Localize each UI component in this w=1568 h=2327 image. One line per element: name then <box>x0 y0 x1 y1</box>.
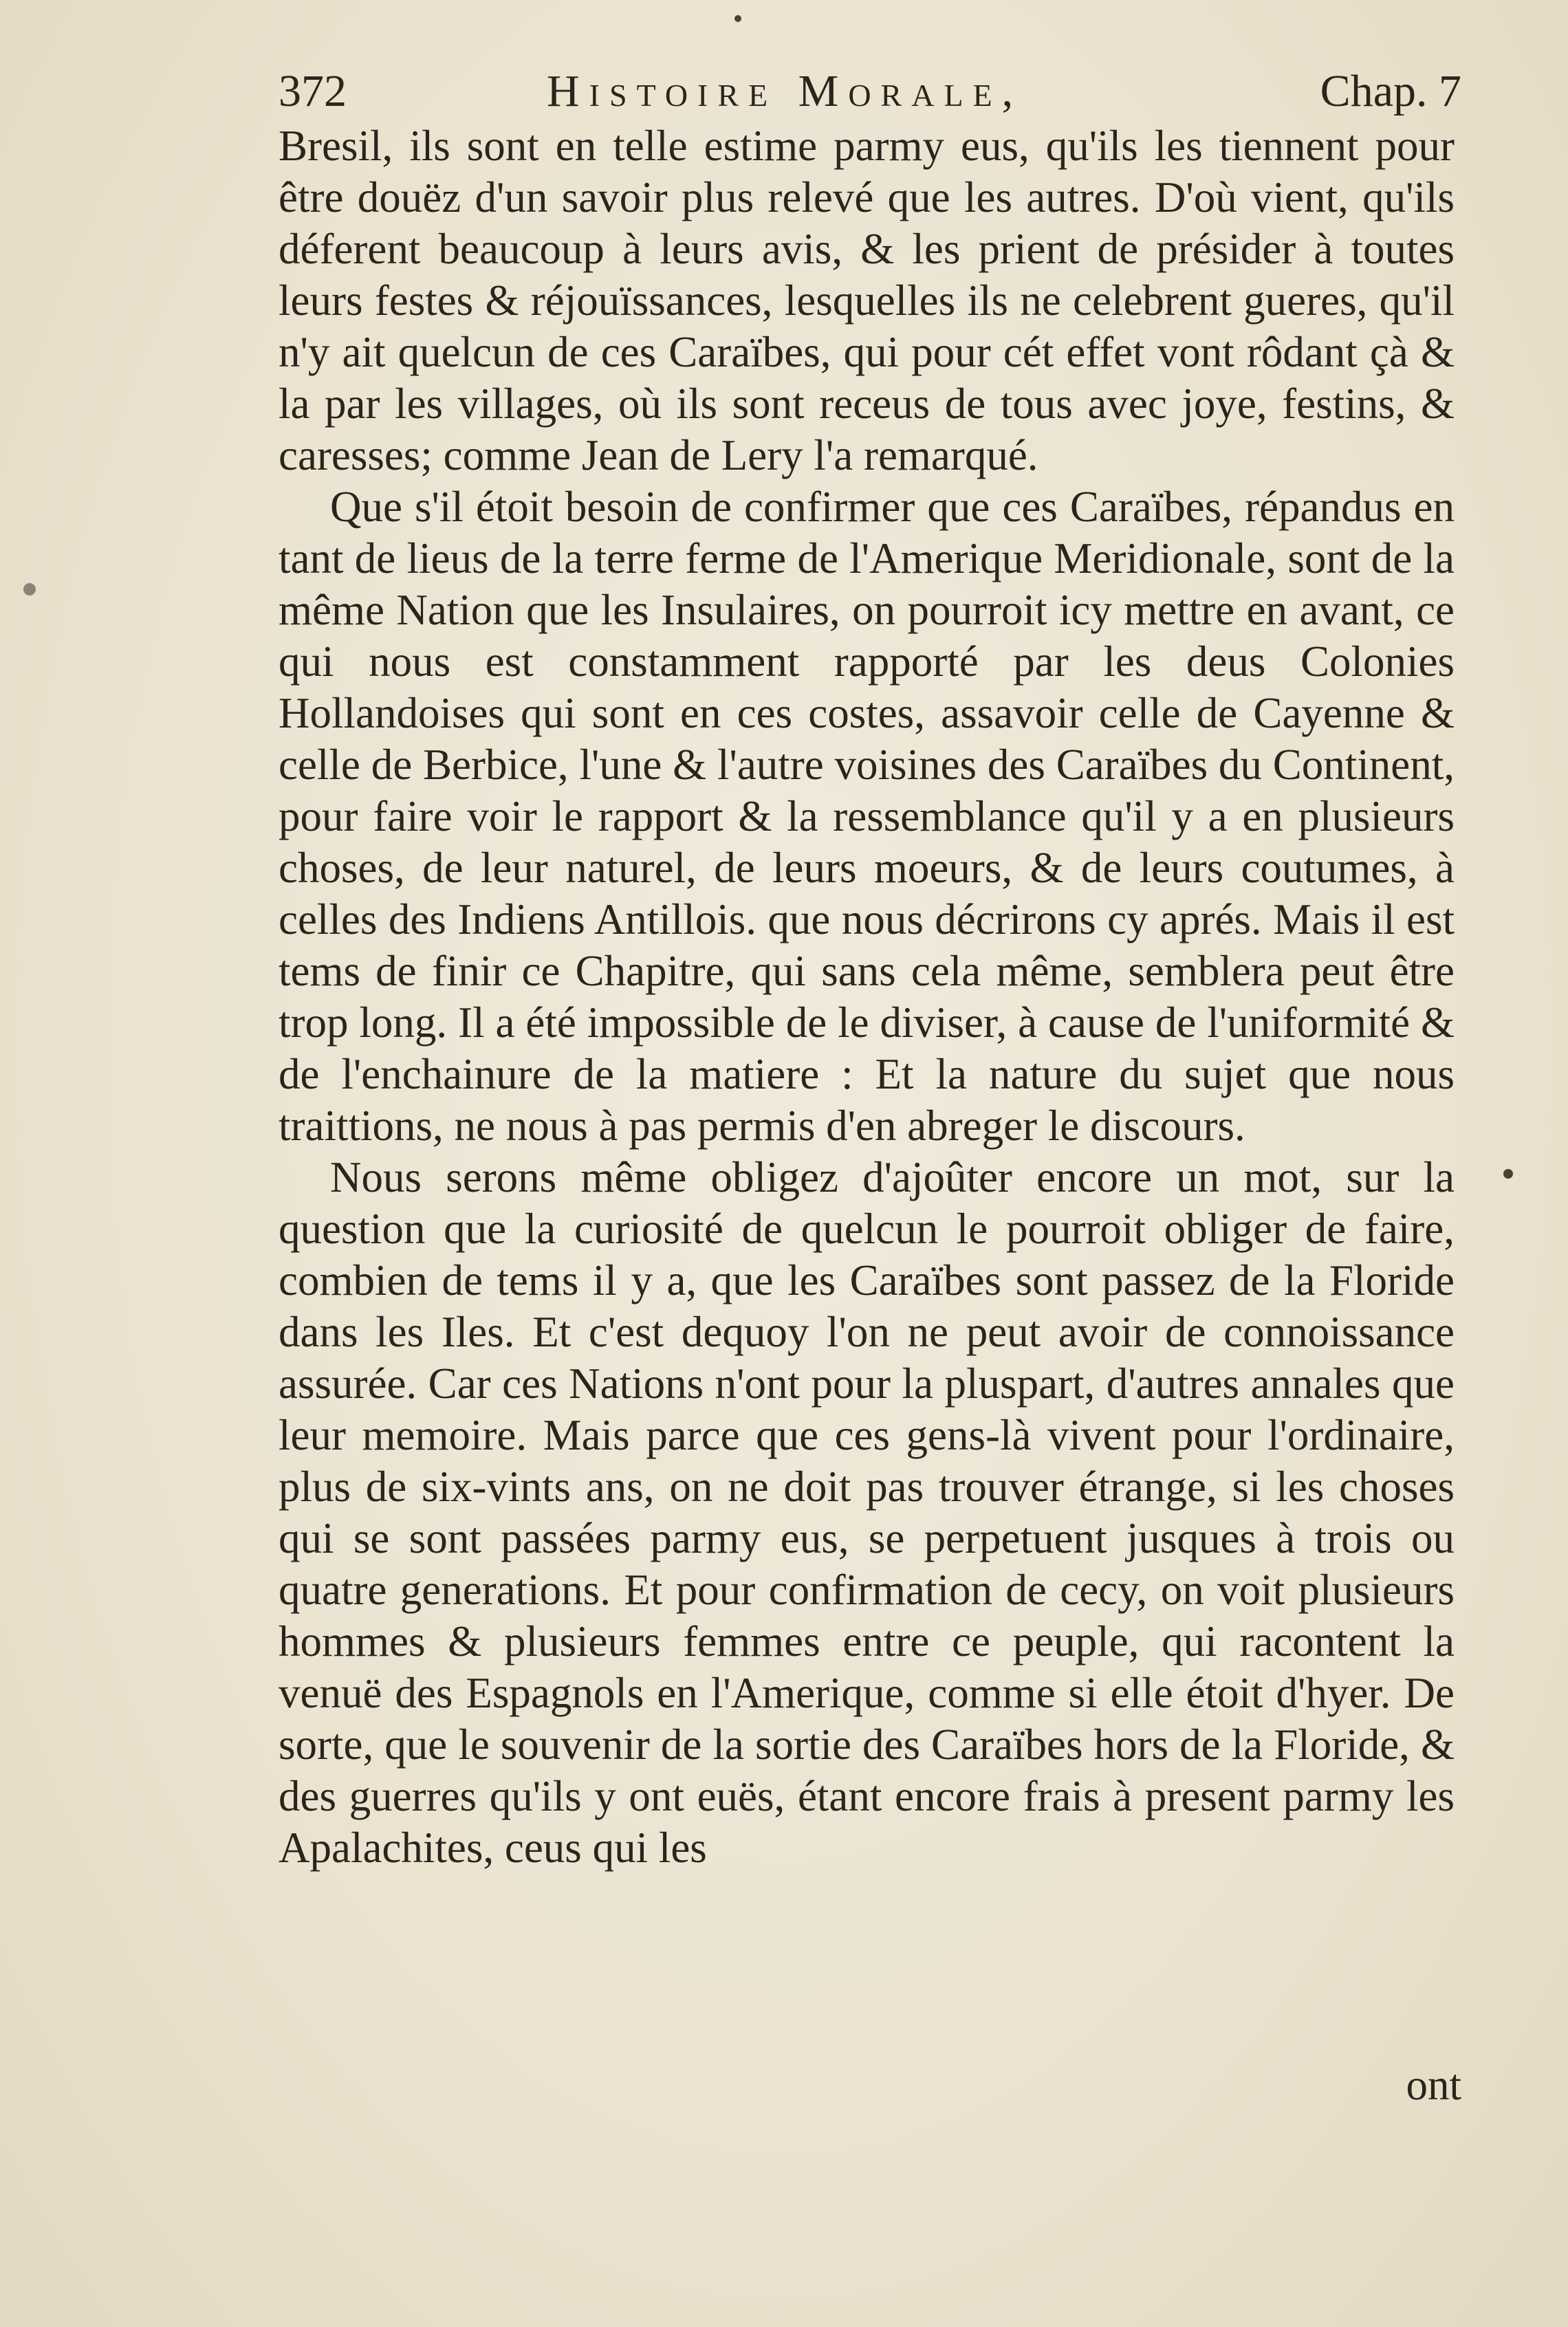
paragraph-3: Nous serons même obligez d'ajoûter encore un mot, sur la question que la curiosité de quelcun le pourroit obliger de faire, combien de tems il y a, que les Caraïbes sont passez de la Floride dans les Iles. Et c'est dequoy l'on ne peut avoir de connoissance assurée. Car ces Nations n'ont pour la pluspart, d'autres annales que leur memoire. Mais parce que ces gens-là vivent pour l'ordinaire, plus de six-vints ans, on ne doit pas trouver étrange, si les choses qui se sont passées parmy eus, se perpetuent jusques à trois ou quatre generations. Et pour confirmation de cecy, on voit plusieurs hommes & plusieurs femmes entre ce peuple, qui racontent la venuë des Espagnols en l'Amerique, comme si elle étoit d'hyer. De sorte, que le souvenir de la sortie des Caraïbes hors de la Floride, & des guerres qu'ils y ont euës, étant encore frais à present parmy les Apalachites, ceus qui les <box>279 1153 1455 1872</box>
catchword: ont <box>1406 2061 1461 2109</box>
page-header <box>279 61 1461 122</box>
page-number: 372 <box>279 66 347 116</box>
paragraph-1: Bresil, ils sont en telle estime parmy eus, qu'ils les tiennent pour être douëz d'un savoir plus relevé que les autres. D'où vient, qu'ils déferent beaucoup à leurs avis, & les prient de présider à toutes leurs festes & réjouïssances, lesquelles ils ne celebrent gueres, qu'il n'y ait quelcun de ces Caraïbes, qui pour cét effet vont rôdant çà & la par les villages, où ils sont receus de tous avec joye, festins, & caresses; comme Jean de Lery l'a remarqué. <box>279 122 1455 479</box>
ink-speck <box>734 15 741 22</box>
ink-speck <box>1503 1169 1513 1179</box>
body-text <box>279 120 1455 1874</box>
running-title: Histoire Morale, <box>547 66 1023 116</box>
chapter-label: Chap. 7 <box>1320 66 1461 116</box>
paragraph-2: Que s'il étoit besoin de confirmer que ces Caraïbes, répandus en tant de lieus de la terre ferme de l'Amerique Meridionale, sont de la même Nation que les Insulaires, on pourroit icy mettre en avant, ce qui nous est constamment rapporté par les deus Colonies Hollandoises qui sont en ces costes, assavoir celle de Cayenne & celle de Berbice, l'une & l'autre voisines des Caraïbes du Continent, pour faire voir le rapport & la ressemblance qu'il y a en plusieurs choses, de leur naturel, de leurs moeurs, & de leurs coutumes, à celles des Indiens Antillois. que nous décrirons cy aprés. Mais il est tems de finir ce Chapitre, qui sans cela même, semblera peut être trop long. Il a été impossible de le diviser, à cause de l'uniformité & de l'enchainure de la matiere : Et la nature du sujet que nous traittions, ne nous à pas permis d'en abreger le discours. <box>279 483 1455 1150</box>
ink-speck <box>23 583 36 596</box>
